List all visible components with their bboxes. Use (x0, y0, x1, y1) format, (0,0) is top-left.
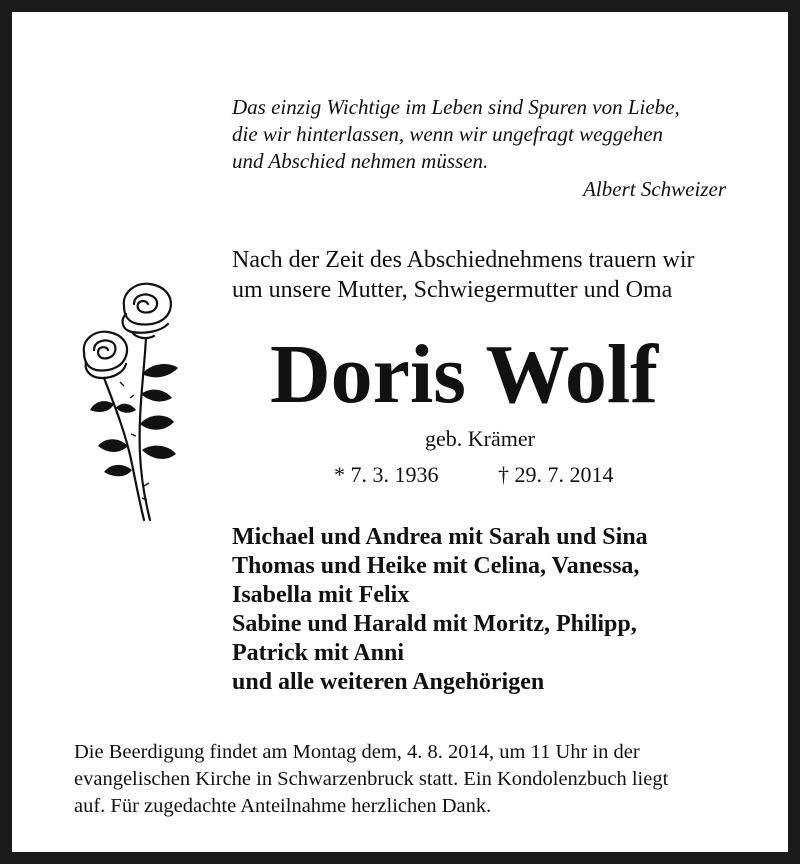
mourner-line: Patrick mit Anni (232, 640, 404, 666)
mourner-line: und alle weiteren Angehörigen (232, 669, 545, 695)
mourner-line: Michael und Andrea mit Sarah und Sina (232, 524, 648, 550)
quote-block (232, 94, 752, 175)
quote-line-1: Das einzig Wichtige im Leben sind Spuren von Liebe, (232, 95, 680, 119)
quote-line-2: die wir hinterlassen, wenn wir ungefragt weggehen (232, 122, 664, 146)
quote-author: Albert Schweizer (583, 177, 726, 201)
intro-line-1: Nach der Zeit des Abschiednehmens trauern wir (232, 247, 695, 273)
mourner-line: Thomas und Heike mit Celina, Vanessa, (232, 553, 640, 579)
intro-text (232, 245, 772, 305)
maiden-name: geb. Krämer (425, 426, 535, 451)
mourner-line: Isabella mit Felix (232, 582, 410, 608)
rose-illustration-icon (74, 274, 204, 524)
quote-line-3: und Abschied nehmen müssen. (232, 149, 489, 173)
birth-date: * 7. 3. 1936 (334, 462, 439, 487)
intro-line-2: um unsere Mutter, Schwiegermutter und Oma (232, 277, 673, 303)
life-dates (334, 461, 614, 489)
funeral-notice (74, 739, 754, 820)
notice-line-2: evangelischen Kirche in Schwarzenbruck statt. Ein Kondolenzbuch liegt (74, 768, 669, 790)
death-date: † 29. 7. 2014 (498, 462, 614, 487)
mourners-list (232, 523, 752, 697)
notice-line-1: Die Beerdigung findet am Montag dem, 4. 8. 2014, um 11 Uhr in der (74, 741, 640, 763)
mourner-line: Sabine und Harald mit Moritz, Philipp, (232, 611, 637, 637)
notice-line-3: auf. Für zugedachte Anteilnahme herzlichen Dank. (74, 795, 492, 817)
deceased-name: Doris Wolf (270, 328, 659, 421)
